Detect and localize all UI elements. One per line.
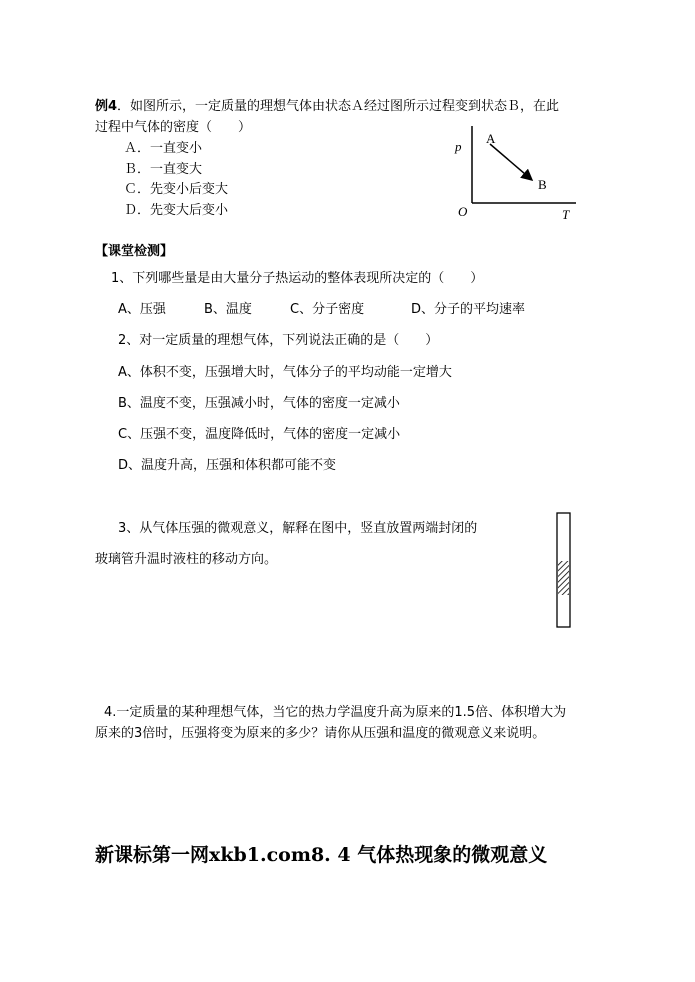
point-a-label: A xyxy=(486,131,496,146)
q4-line1: 4.一定质量的某种理想气体，当它的热力学温度升高为原来的1.5倍、体积增大为 xyxy=(104,705,567,720)
liquid-column xyxy=(558,561,569,595)
ab-process-line xyxy=(490,144,532,180)
q2-option-b: B、温度不变，压强减小时，气体的密度一定减小 xyxy=(118,396,400,411)
section-title: 【课堂检测】 xyxy=(95,244,174,259)
q3-line1: 3、从气体压强的微观意义，解释在图中，竖直放置两端封闭的 xyxy=(118,521,478,536)
q2-option-c: C、压强不变，温度降低时，气体的密度一定减小 xyxy=(118,427,401,442)
x-axis-label: T xyxy=(562,207,570,222)
q4-line2: 原来的3倍时，压强将变为原来的多少？请你从压强和温度的微观意义来说明。 xyxy=(95,726,546,741)
q1-option-b: B、温度 xyxy=(204,302,252,317)
q2-option-d: D、温度升高，压强和体积都可能不变 xyxy=(118,458,337,473)
point-b-label: B xyxy=(538,177,547,192)
q1-option-a: A、压强 xyxy=(118,302,166,317)
example4-option-c: Ｃ．先变小后变大 xyxy=(124,182,229,197)
q1-stem: 1、下列哪些量是由大量分子热运动的整体表现所决定的（ ） xyxy=(111,271,484,286)
example4-label: 例4 xyxy=(95,99,118,114)
q2-option-a: A、体积不变，压强增大时，气体分子的平均动能一定增大 xyxy=(118,365,452,380)
example4-line2: 过程中气体的密度（ ） xyxy=(95,120,252,135)
example4-option-d: Ｄ．先变大后变小 xyxy=(124,203,229,218)
q1-option-c: C、分子密度 xyxy=(290,302,365,317)
glass-tube-figure xyxy=(555,511,575,631)
example4-option-a: Ａ．一直变小 xyxy=(124,141,203,156)
q2-stem: 2、对一定质量的理想气体，下列说法正确的是（ ） xyxy=(118,333,439,348)
footer-title: 新课标第一网xkb1.com8. 4 气体热现象的微观意义 xyxy=(95,844,548,866)
example4-option-b: Ｂ．一直变大 xyxy=(124,162,203,177)
example4-stem-text: ．如图所示，一定质量的理想气体由状态Ａ经过图所示过程变到状态Ｂ，在此 xyxy=(117,99,560,114)
origin-label: O xyxy=(458,204,468,219)
pt-graph xyxy=(452,124,592,224)
q3-line2: 玻璃管升温时液柱的移动方向。 xyxy=(95,552,278,567)
q1-option-d: D、分子的平均速率 xyxy=(411,302,526,317)
example4-line1 xyxy=(95,100,559,113)
y-axis-label: p xyxy=(455,139,462,154)
